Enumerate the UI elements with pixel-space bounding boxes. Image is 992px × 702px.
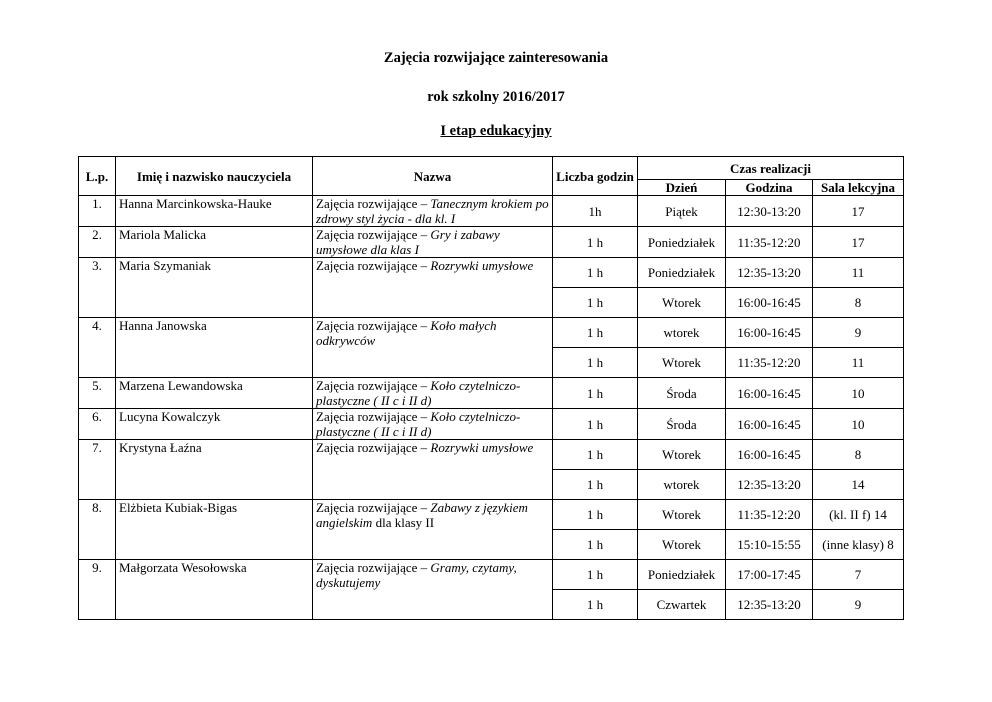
cell-time: 12:35-13:20 bbox=[726, 590, 813, 620]
cell-room: 17 bbox=[813, 227, 904, 258]
education-stage: I etap edukacyjny bbox=[440, 123, 552, 139]
schedule-table bbox=[78, 156, 904, 620]
cell-time: 16:00-16:45 bbox=[726, 288, 813, 318]
cell-name bbox=[313, 440, 553, 500]
table-row bbox=[79, 227, 904, 258]
cell-day: Piątek bbox=[638, 196, 726, 227]
cell-name bbox=[313, 378, 553, 409]
cell-room: 10 bbox=[813, 409, 904, 440]
col-room: Sala lekcyjna bbox=[813, 180, 904, 196]
table-body bbox=[79, 196, 904, 620]
cell-room: 8 bbox=[813, 288, 904, 318]
cell-day: Wtorek bbox=[638, 348, 726, 378]
name-prefix: Zajęcia rozwijające – bbox=[316, 440, 431, 455]
name-title: Koło czytelniczo-plastyczne ( II c i II d) bbox=[316, 409, 521, 439]
cell-time: 11:35-12:20 bbox=[726, 348, 813, 378]
cell-lp: 9. bbox=[79, 560, 116, 620]
cell-room: 17 bbox=[813, 196, 904, 227]
cell-hours: 1h bbox=[553, 196, 638, 227]
cell-day: wtorek bbox=[638, 470, 726, 500]
cell-name bbox=[313, 318, 553, 378]
cell-day: Poniedziałek bbox=[638, 258, 726, 288]
cell-lp: 8. bbox=[79, 500, 116, 560]
col-name: Nazwa bbox=[313, 157, 553, 196]
cell-time: 16:00-16:45 bbox=[726, 440, 813, 470]
cell-day: Wtorek bbox=[638, 440, 726, 470]
cell-lp: 7. bbox=[79, 440, 116, 500]
cell-room: 14 bbox=[813, 470, 904, 500]
name-title: Koło czytelniczo-plastyczne ( II c i II d) bbox=[316, 378, 521, 408]
cell-day: Środa bbox=[638, 378, 726, 409]
cell-day: Wtorek bbox=[638, 288, 726, 318]
table-row bbox=[79, 378, 904, 409]
cell-hours: 1 h bbox=[553, 590, 638, 620]
cell-name bbox=[313, 258, 553, 318]
cell-lp: 1. bbox=[79, 196, 116, 227]
col-time: Czas realizacji bbox=[638, 157, 904, 180]
cell-hours: 1 h bbox=[553, 560, 638, 590]
name-prefix: Zajęcia rozwijające – bbox=[316, 227, 431, 242]
cell-name bbox=[313, 560, 553, 620]
cell-hours: 1 h bbox=[553, 288, 638, 318]
cell-teacher: Maria Szymaniak bbox=[116, 258, 313, 318]
cell-room: 9 bbox=[813, 318, 904, 348]
name-prefix: Zajęcia rozwijające – bbox=[316, 378, 431, 393]
cell-hours: 1 h bbox=[553, 378, 638, 409]
cell-name bbox=[313, 500, 553, 560]
cell-day: Poniedziałek bbox=[638, 227, 726, 258]
cell-time: 16:00-16:45 bbox=[726, 409, 813, 440]
cell-room: (kl. II f) 14 bbox=[813, 500, 904, 530]
document-title: Zajęcia rozwijające zainteresowania bbox=[383, 50, 609, 66]
cell-hours: 1 h bbox=[553, 470, 638, 500]
cell-hours: 1 h bbox=[553, 530, 638, 560]
cell-teacher: Krystyna Łaźna bbox=[116, 440, 313, 500]
cell-teacher: Elżbieta Kubiak-Bigas bbox=[116, 500, 313, 560]
cell-hours: 1 h bbox=[553, 440, 638, 470]
table-row bbox=[79, 440, 904, 470]
cell-time: 17:00-17:45 bbox=[726, 560, 813, 590]
cell-day: Wtorek bbox=[638, 500, 726, 530]
col-teacher: Imię i nazwisko nauczyciela bbox=[116, 157, 313, 196]
table-row bbox=[79, 196, 904, 227]
name-title: Rozrywki umysłowe bbox=[430, 440, 534, 455]
cell-room: 10 bbox=[813, 378, 904, 409]
table-row bbox=[79, 258, 904, 288]
cell-time: 11:35-12:20 bbox=[726, 500, 813, 530]
name-title: Rozrywki umysłowe bbox=[430, 258, 534, 273]
cell-lp: 6. bbox=[79, 409, 116, 440]
cell-time: 12:30-13:20 bbox=[726, 196, 813, 227]
cell-lp: 2. bbox=[79, 227, 116, 258]
cell-teacher: Małgorzata Wesołowska bbox=[116, 560, 313, 620]
name-title: Zabawy z językiem angielskim bbox=[316, 500, 528, 530]
col-hour: Godzina bbox=[726, 180, 813, 196]
cell-name bbox=[313, 227, 553, 258]
cell-day: Czwartek bbox=[638, 590, 726, 620]
cell-time: 16:00-16:45 bbox=[726, 378, 813, 409]
name-prefix: Zajęcia rozwijające – bbox=[316, 560, 431, 575]
cell-teacher: Mariola Malicka bbox=[116, 227, 313, 258]
cell-teacher: Marzena Lewandowska bbox=[116, 378, 313, 409]
cell-time: 12:35-13:20 bbox=[726, 258, 813, 288]
table-row bbox=[79, 318, 904, 348]
table-header bbox=[79, 157, 904, 196]
cell-hours: 1 h bbox=[553, 318, 638, 348]
name-prefix: Zajęcia rozwijające – bbox=[316, 500, 431, 515]
cell-room: 7 bbox=[813, 560, 904, 590]
cell-hours: 1 h bbox=[553, 500, 638, 530]
col-hours: Liczba godzin bbox=[553, 157, 638, 196]
cell-teacher: Lucyna Kowalczyk bbox=[116, 409, 313, 440]
name-suffix: dla klasy II bbox=[372, 515, 435, 530]
table-row bbox=[79, 560, 904, 590]
name-prefix: Zajęcia rozwijające – bbox=[316, 318, 431, 333]
cell-day: Poniedziałek bbox=[638, 560, 726, 590]
name-prefix: Zajęcia rozwijające – bbox=[316, 258, 431, 273]
cell-hours: 1 h bbox=[553, 409, 638, 440]
cell-time: 11:35-12:20 bbox=[726, 227, 813, 258]
col-lp: L.p. bbox=[79, 157, 116, 196]
name-title: Koło małych odkrywców bbox=[316, 318, 497, 348]
cell-teacher: Hanna Marcinkowska-Hauke bbox=[116, 196, 313, 227]
cell-name bbox=[313, 196, 553, 227]
cell-room: 9 bbox=[813, 590, 904, 620]
cell-room: 11 bbox=[813, 258, 904, 288]
cell-room: 11 bbox=[813, 348, 904, 378]
cell-teacher: Hanna Janowska bbox=[116, 318, 313, 378]
cell-lp: 3. bbox=[79, 258, 116, 318]
table-row bbox=[79, 409, 904, 440]
table-row bbox=[79, 500, 904, 530]
name-title: Gramy, czytamy, dyskutujemy bbox=[316, 560, 517, 590]
cell-day: Środa bbox=[638, 409, 726, 440]
name-prefix: Zajęcia rozwijające – bbox=[316, 196, 431, 211]
name-title: Tanecznym krokiem po zdrowy styl życia - dla kl. I bbox=[316, 196, 549, 226]
cell-room: (inne klasy) 8 bbox=[813, 530, 904, 560]
school-year: rok szkolny 2016/2017 bbox=[427, 89, 565, 105]
cell-lp: 5. bbox=[79, 378, 116, 409]
cell-time: 12:35-13:20 bbox=[726, 470, 813, 500]
cell-hours: 1 h bbox=[553, 258, 638, 288]
cell-day: Wtorek bbox=[638, 530, 726, 560]
name-prefix: Zajęcia rozwijające – bbox=[316, 409, 431, 424]
cell-day: wtorek bbox=[638, 318, 726, 348]
cell-time: 15:10-15:55 bbox=[726, 530, 813, 560]
cell-name bbox=[313, 409, 553, 440]
cell-room: 8 bbox=[813, 440, 904, 470]
cell-hours: 1 h bbox=[553, 227, 638, 258]
cell-hours: 1 h bbox=[553, 348, 638, 378]
cell-lp: 4. bbox=[79, 318, 116, 378]
cell-time: 16:00-16:45 bbox=[726, 318, 813, 348]
col-day: Dzień bbox=[638, 180, 726, 196]
name-title: Gry i zabawy umysłowe dla klas I bbox=[316, 227, 500, 257]
